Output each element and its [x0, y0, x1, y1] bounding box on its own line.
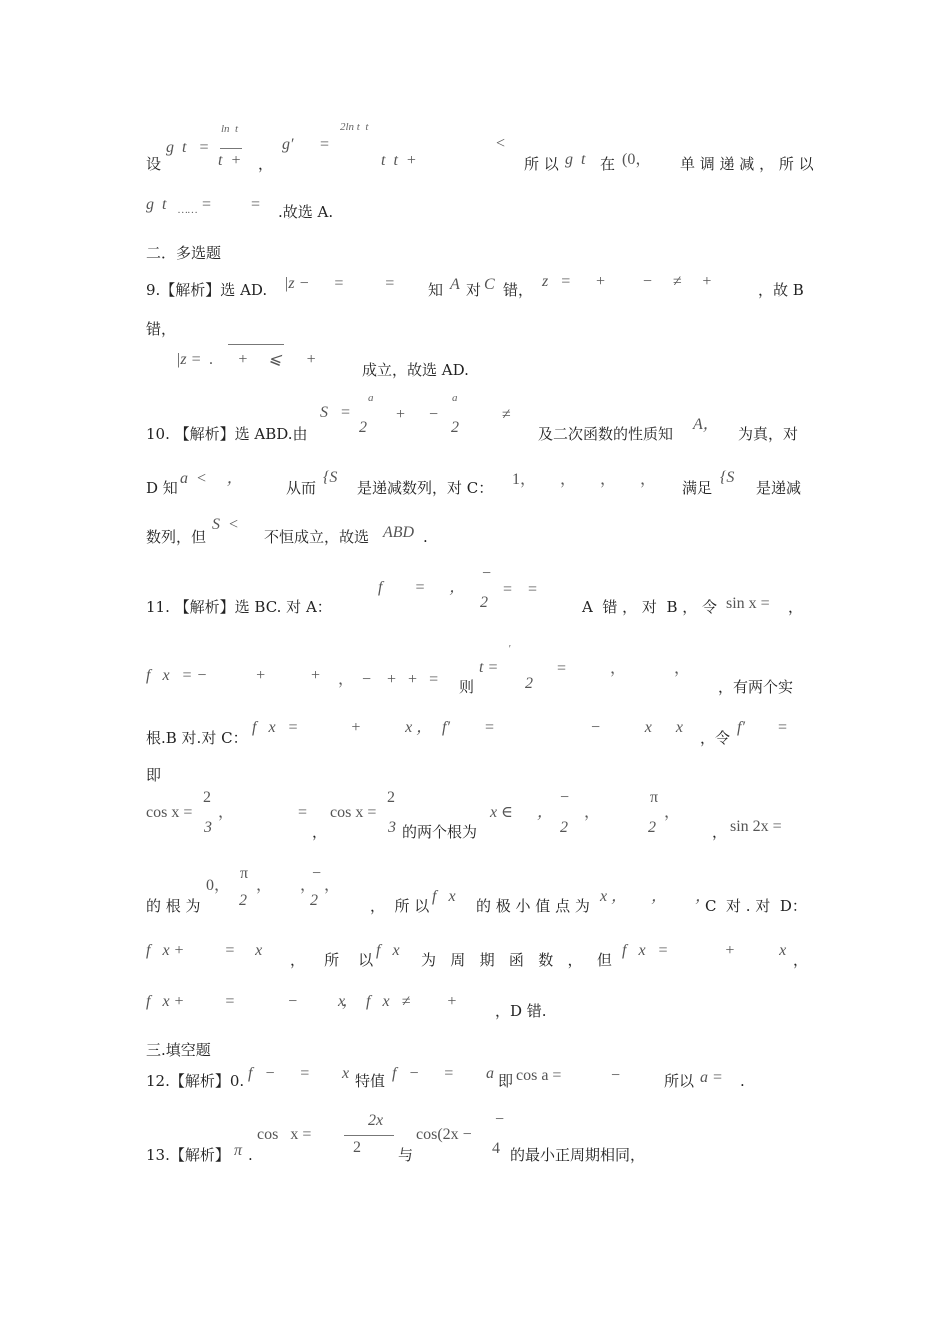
- q11-c5: ，: [712, 823, 728, 841]
- q10-neq: ≠: [502, 406, 511, 423]
- q11-top2b: 2: [387, 789, 395, 806]
- math-g-t2: g t: [565, 151, 586, 168]
- q11-eq4: =: [485, 719, 495, 736]
- q10-A: A，: [693, 416, 719, 433]
- q10-Slt: S <: [212, 516, 239, 533]
- q10-buheng: 不恒成立，故选: [264, 528, 370, 546]
- q9-expr2: z = + − ≠ +: [542, 273, 713, 290]
- q10-label: 10. 【解析】选 ABD.由: [146, 425, 308, 443]
- q13-cos2: cos(2x −: [416, 1126, 472, 1143]
- q12-tezhi: 特值: [355, 1072, 386, 1090]
- q9-dui: 对: [466, 281, 482, 299]
- q11-zhouqi: 为 周 期 函 数 ， 但: [421, 951, 612, 969]
- q9-C: C: [484, 276, 495, 293]
- q12-a: a =: [700, 1069, 723, 1086]
- q11-three1: 3: [204, 819, 212, 836]
- q10-text: 及二次函数的性质知: [538, 425, 674, 443]
- q11-two5: 2: [239, 892, 247, 909]
- q12-cos: cos a =: [516, 1067, 562, 1084]
- q10-small-b: a: [452, 392, 458, 404]
- q10-two2: 2: [451, 419, 459, 436]
- q11-eq5: =: [778, 719, 788, 736]
- q9-expr1: |z − = =: [284, 275, 396, 292]
- math-interval: (0，: [622, 151, 652, 168]
- q11-fx: f x = − + +: [146, 667, 321, 684]
- q11-cos2: cos x =: [330, 804, 377, 821]
- q11-c3: ，: [584, 804, 601, 821]
- q11-eqs: = =: [503, 581, 538, 598]
- q11-Acuo: A 错 ， 对 B ， 令: [582, 598, 718, 616]
- q11-fx3: f x: [432, 888, 456, 905]
- q11-c1: ， =: [218, 804, 308, 821]
- sqrt-bar: [228, 344, 284, 345]
- math-num2: 2ln t t: [340, 121, 369, 133]
- q11-label: 11. 【解析】选 BC. 对 A：: [146, 598, 332, 616]
- q11-mid: ， − + + =: [338, 671, 439, 688]
- q9-cuo: 错，: [503, 281, 534, 299]
- math-subscript: ……: [178, 204, 198, 216]
- q12-dot: .: [740, 1072, 745, 1090]
- q11-c4: ，: [664, 804, 681, 821]
- q10-a: a < ，: [180, 470, 243, 487]
- q11-jixiao: 的 极 小 值 点 为: [476, 897, 590, 915]
- q10-dijian: 是递减数列，对 C：: [357, 479, 494, 497]
- q11-sin2x: sin 2x =: [730, 818, 782, 835]
- q11-lianggen: 的两个根为: [402, 823, 478, 841]
- q12-suoyi: 所以: [664, 1072, 695, 1090]
- section-heading-fill-in: 三.填空题: [146, 1041, 211, 1059]
- q10-plus: + −: [396, 406, 439, 423]
- text-suoyi: 所 以: [524, 155, 559, 173]
- q11-tick: ': [508, 643, 511, 655]
- q11-degen: 的 根 为: [146, 897, 201, 915]
- q10-D: D 知: [146, 479, 178, 497]
- q11-cos1: cos x =: [146, 804, 193, 821]
- q11-pi-top: π: [650, 789, 659, 806]
- q10-dijian2: 是递减: [756, 479, 802, 497]
- q9-guB: ，故 B: [758, 281, 804, 299]
- q11-fx6: f x = + x: [622, 942, 787, 959]
- fraction-bar: [220, 148, 242, 149]
- q10-dot: .: [423, 528, 428, 546]
- q13-num: 2x: [368, 1112, 384, 1129]
- q11-fx4: f x + = x: [146, 942, 263, 959]
- q12-f2: f − = a: [392, 1065, 495, 1082]
- q10-small-a: a: [368, 392, 374, 404]
- q11-two2: 2: [525, 675, 533, 692]
- q10-manzu: 满足: [682, 479, 713, 497]
- q11-pi1: π: [240, 865, 249, 882]
- q11-fp: f′: [442, 719, 450, 736]
- math-g-prime: g′: [282, 136, 294, 153]
- q13-pi: π: [234, 1142, 243, 1159]
- math-g-t3: g t: [146, 196, 167, 213]
- q11-you: ，有两个实: [718, 678, 794, 696]
- math-den2: t t +: [381, 152, 417, 169]
- q13-den: 2: [353, 1139, 361, 1156]
- q13-four: 4: [492, 1140, 500, 1157]
- q11-fx5: f x: [376, 942, 400, 959]
- q9-expr3: |z = . + ⩽ +: [176, 351, 317, 368]
- q10-S2: {S: [323, 469, 338, 486]
- q12-minus: −: [611, 1067, 621, 1084]
- q11-fx7: f x + = − x: [146, 993, 346, 1010]
- q11-fx2: f x = + x ，: [252, 719, 433, 736]
- text-she: 设: [146, 155, 162, 173]
- q13-label: 13.【解析】: [146, 1146, 230, 1164]
- q11-gen: 根.B 对.对 C：: [146, 729, 248, 747]
- q9-cheng: 成立，故选 AD.: [362, 361, 469, 379]
- math-frac-den: t +: [218, 152, 242, 169]
- q9-zhi: 知: [428, 281, 444, 299]
- q12-f: f − = x: [248, 1065, 350, 1082]
- q10-S: S =: [320, 404, 351, 421]
- q11-t: t =: [479, 659, 499, 676]
- q12-label: 12.【解析】0.: [146, 1072, 245, 1090]
- q11-fx8: ， f x ≠ +: [342, 993, 458, 1010]
- q11-top2a: 2: [203, 789, 211, 806]
- q11-ling: ，令: [700, 729, 731, 747]
- q11-minus-top: −: [482, 565, 492, 582]
- q10-two1: 2: [359, 419, 367, 436]
- q11-eq3: = ， ，: [557, 660, 691, 677]
- q11-zero: 0，: [206, 877, 231, 894]
- q10-shulie: 数列，但: [146, 528, 207, 546]
- q11-f: f = ，: [378, 579, 466, 596]
- q11-c7: ，: [324, 877, 341, 894]
- q11-fp2: f′: [737, 719, 745, 736]
- math-lt: <: [496, 135, 506, 152]
- q11-suoyi2: ， 所 以: [290, 951, 374, 969]
- q11-minus-3: −: [560, 789, 570, 806]
- q11-two: 2: [480, 594, 488, 611]
- text-guxuanA: .故选 A.: [278, 203, 334, 221]
- q11-suoyi: ， 所 以: [370, 897, 430, 915]
- q13-minus-top: −: [495, 1111, 505, 1128]
- q11-c8: ，: [793, 951, 809, 969]
- q11-ze: 则: [459, 678, 475, 696]
- math-eq: =: [320, 136, 330, 153]
- q11-ji: 即: [146, 766, 162, 784]
- math-g-t: g t =: [166, 139, 210, 156]
- q10-ABD: ABD: [383, 524, 415, 541]
- q12-ji: 即: [498, 1072, 514, 1090]
- q10-S3: {S: [720, 469, 735, 486]
- q9-A: A: [450, 276, 460, 293]
- q13-dot: .: [248, 1146, 253, 1164]
- q10-zhen: 为真，对: [738, 425, 799, 443]
- q11-sinx: sin x =: [726, 595, 770, 612]
- q11-xin: x ∈ ，: [490, 804, 553, 821]
- q13-cos: cos x =: [257, 1126, 312, 1143]
- text-dandiao: 单 调 递 减 ， 所 以: [680, 155, 814, 173]
- q10-seq: 1， ， ， ，: [512, 471, 657, 488]
- q11-Cdui: C 对 . 对 D：: [705, 897, 807, 915]
- q11-c6: ， ，: [256, 877, 317, 894]
- math-frac-num: ln t: [221, 123, 239, 135]
- q11-three2: 3: [388, 819, 396, 836]
- q11-two3: 2: [560, 819, 568, 836]
- q11-comma: ，: [788, 598, 804, 616]
- q11-Dcuo: ，D 错.: [495, 1002, 547, 1020]
- q13-yu: 与: [398, 1146, 414, 1164]
- math-eqs: = =: [202, 196, 261, 213]
- q9-cuo2: 错，: [146, 320, 177, 338]
- q13-text: 的最小正周期相同，: [510, 1146, 646, 1164]
- q11-two4: 2: [648, 819, 656, 836]
- q9-label: 9.【解析】选 AD.: [146, 281, 268, 299]
- q10-congr: 从而: [286, 479, 317, 497]
- q11-xs: x ， ， ，: [600, 888, 712, 905]
- q11-c2: ，: [312, 823, 328, 841]
- q11-minus: − x x: [590, 719, 683, 736]
- q11-minus-5: −: [312, 865, 322, 882]
- section-heading-multi-choice: 二．多选题: [146, 244, 222, 262]
- q13-fraction-bar: [344, 1135, 394, 1136]
- text-comma: ，: [258, 155, 274, 173]
- q11-two6: 2: [310, 892, 318, 909]
- text-zai: 在: [600, 155, 616, 173]
